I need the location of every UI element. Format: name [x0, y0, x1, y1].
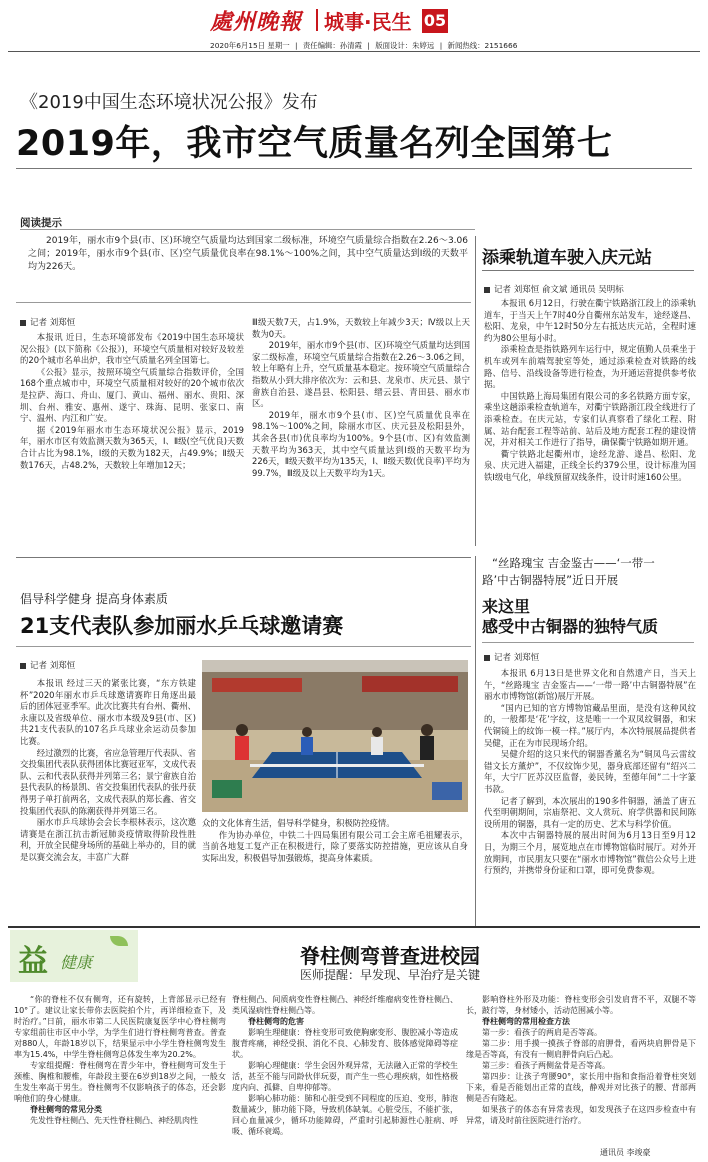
article3-kicker: 倡导科学健身 提高身体素质	[20, 592, 168, 606]
article5-col1	[14, 994, 226, 1126]
article5-paragraph: 影响心肺功能：肺和心脏受到不同程度的压迫、变形，肺泡数量减少，肺功能下降，导致机体缺氧。心脏受压，不能扩张，回心血量减少，循环功能障碍，严重时引起肺源性心脏病、呼吸、循环衰竭。	[232, 1094, 458, 1136]
article5-subhead: 脊柱侧弯的常见分类	[30, 1105, 102, 1114]
article5-col3	[466, 994, 696, 1126]
article1-paragraph: 据《2019年丽水市生态环境状况公报》显示，2019年，丽水市区有效监测天数为365天，Ⅰ、Ⅱ级(空气优良)天数合计占比为98.1%，Ⅰ级的天数为182天，占49.9%；Ⅱ级天数176天，占48.2%，天数较上年增加12天；	[20, 424, 244, 470]
article5-footer: 通讯员 李竣豪	[600, 1148, 651, 1157]
article4-paragraph: 本报讯 6月13日是世界文化和自然遗产日，当天上午，“丝路瑰宝 吉金鉴古——‘一带一路’中古铜器特展”在丽水市博物馆(新馆)展厅开展。	[484, 668, 696, 702]
column-divider-mid	[475, 556, 476, 926]
article5-paragraph: 第一步：看孩子的两肩是否等高。	[482, 1028, 602, 1037]
article2-paragraph: 本报讯 6月12日，行驶在衢宁铁路浙江段上的添乘轨道车，于当天上午7时40分自衢州东站发车，途经遂昌、松阳、龙泉，中午12时50分左右抵达庆元站，全程时速约为80公里每小时。	[484, 298, 696, 343]
article5-paragraph: 第二步：用手摸一摸孩子脊部的肩胛骨，看两块肩胛骨是下缘是否等高，有没有一侧肩胛骨向后凸起。	[466, 1039, 696, 1059]
article2-body	[484, 298, 696, 484]
lead-title: 阅读提示	[20, 217, 62, 229]
article5-paragraph: 第四步：让孩子弯腰90°，家长用中指和食指沿着脊柱突划下来，看是否能划出正常的直线，静观并对比孩子的腰、背部两侧是否有隆起。	[466, 1072, 696, 1103]
article2-rule	[482, 270, 694, 271]
article5-deck: 医师提醒：早发现、早治疗是关键	[299, 968, 480, 982]
article5-paragraph: 影响心理健康：学生会因外观异常，无法融入正常的学校生活，甚至不能与同龄伙伴玩耍，而产生一些心理疾病，如性格极度内向、孤僻、自卑抑郁等。	[232, 1061, 458, 1092]
column-divider-top	[475, 236, 476, 546]
article1-col2	[252, 317, 470, 479]
article4-paragraph: “国内已知的官方博物馆藏品里面，是没有这种风纹的，一般都是‘花’字纹，这是唯一一个双凤纹铜器，和宋代铜镜上的纹饰一模一样。”展厅内，本次特展展品提供者吴健，正在为市民现场介绍。	[484, 702, 696, 748]
article2-byline: 记者 刘郑恒 俞文斌 通讯员 吴明标	[484, 284, 624, 296]
health-logo	[10, 930, 138, 982]
article5-subhead: 脊柱侧弯的常用检查方法	[482, 1017, 570, 1026]
byline-square-icon	[484, 655, 490, 661]
designer-credit: 版面设计：朱婷远	[375, 41, 435, 50]
lead-paragraph: 2019年，丽水市9个县(市、区)环境空气质量均达到国家二级标准，环境空气质量综合指数在2.26～3.06之间；2019年，丽水市9个县(市、区)空气质量优良率在98.1%～100%之间，其中空气质量达到Ⅰ级的天数平均为226天。	[28, 236, 468, 272]
editor-credit: 责任编辑：孙清霞	[302, 41, 362, 50]
article3-paragraph: 众的文化体育生活，倡导科学健身，积极防控疫情。	[202, 818, 395, 828]
article3-paragraph: 本报讯 经过三天的紧张比赛，“东方铁建杯”2020年丽水市乒乓球邀请赛昨日角逐出最后的团体冠亚季军。此次比赛共有台州、衢州、永康以及省级单位、丽水市本级及9县(市、区)共21支代表队的107名乒乓球业余运动员参加比赛。	[20, 678, 196, 746]
article2-paragraph: 衢宁铁路北起衢州市，途经龙游、遂昌、松阳、龙泉、庆元进入福建，正线全长约379公里，设计标准为国铁Ⅰ级电气化，单线预留双线条件，设计时速160公里。	[484, 448, 696, 482]
masthead	[0, 0, 708, 52]
table-tennis-photo-drawing	[202, 660, 468, 812]
article2-paragraph: 中国铁路上海局集团有限公司的多名铁路方面专家，乘坐这趟添乘检查轨道车，对衢宁铁路浙江段全线进行了添乘检查。在庆元站，专家们认真察看了绿化工程、附属、站台配套工程等站前、站后及地方配套工程的建设情况，并对相关工作进行了指导，确保衢宁铁路如期开通。	[484, 390, 696, 448]
article1-paragraph: 2019年，丽水市9个县(市、区)环境空气质量均达到国家二级标准，环境空气质量综合指数在2.26～3.06之间，较上年略有上升，空气质量基本稳定。按环境空气质量综合指数从小到大排序依次为：云和县、龙泉市、庆元县、景宁畲族自治县、遂昌县、松阳县、缙云县、青田县、丽水市区。	[252, 340, 470, 409]
article5-paragraph: 第三步：看孩子两侧盆骨是否等高。	[482, 1061, 610, 1070]
article3-col2	[202, 818, 468, 864]
table-tennis-photo	[202, 660, 468, 812]
article4-paragraph: 吴健介绍的这只来代的铜器香薰名为“铜凤鸟云雷纹错文长方薰炉”，不仅纹饰少见，器身底部还留有“绍兴二年，大宁厂匠苏汉臣监督，姜民铸，至德年间”二十字篆书款。	[484, 749, 696, 794]
article1-paragraph: 本报讯 近日，生态环境部发布《2019中国生态环境状况公报》(以下简称《公报》)，环境空气质量相对较好及较差的20个城市名单出炉，我市空气质量名列全国第七。	[20, 332, 244, 366]
article1-body-rule	[16, 302, 471, 303]
article3-byline: 记者 刘郑恒	[20, 660, 75, 672]
article4-byline: 记者 刘郑恒	[484, 652, 539, 664]
lead-underline	[20, 229, 475, 230]
leaf-icon	[110, 936, 128, 946]
article4-paragraph: 记者了解到，本次展出的190多件铜器，涵盖了唐五代至明朝期间，宗庙祭祀、文人赏玩、府学供器和民间陈设所用的铜器，具有一定的历史、艺术与科学价值。	[484, 795, 696, 829]
article5-paragraph: 专家组提醒：脊柱侧弯在青少年中，脊柱侧弯可发生于颈椎、胸椎和腰椎，年龄段主要在6岁到18岁之间，一般女生发生率高于男生。脊柱侧弯不仅影响孩子的体态，还会影响他们的身心健康。	[14, 1061, 226, 1103]
date-line: 2020年6月15日 星期一	[210, 41, 290, 50]
article4-paragraph: 本次中古铜器特展的展出时间为6月13日至9月12日，为期三个月，展览地点在市博物馆临时展厅。对外开放期间，市民朋友只要在“丽水市博物馆”微信公众号上进行预约，并携带身份证和口罩，即可免费参观。	[484, 830, 696, 876]
article3-rule	[16, 646, 471, 647]
article3-paragraph: 丽水市乒乓球协会会长李根林表示，这次邀请赛是在浙江抗击新冠肺炎疫情取得阶段性胜利，开放全民健身场所的基础上举办的，目的就是以赛交流会友，丰富广大群	[20, 817, 196, 862]
article3-top-rule	[16, 557, 471, 558]
article1-paragraph: 2019年，丽水市9个县(市、区)空气质量优良率在98.1%～100%之间，除丽水市区、庆元县及松阳县外，其余各县(市)优良率均为100%。9个县(市、区)有效监测天数平均为363天，其中空气质量达到Ⅰ级的天数平均为226天，Ⅱ级天数平均为135天，Ⅰ、Ⅱ级天数(优良率)平均为99.7%，Ⅲ级及以上天数平均为1天。	[252, 409, 470, 478]
article2-headline: 添乘轨道车驶入庆元站	[482, 248, 652, 268]
article5-col2	[232, 994, 458, 1137]
article4-headline-1: 来这里	[482, 597, 531, 616]
byline-square-icon	[484, 287, 490, 293]
health-logo-char: 益	[18, 944, 48, 979]
article1-kicker: 《2019中国生态环境状况公报》发布	[20, 92, 318, 113]
section-title: 城事·民生	[324, 10, 412, 34]
article4-rule	[482, 642, 694, 643]
article3-paragraph: 作为协办单位，中铁二十四局集团有限公司工会主席毛祖耀表示，当前各地复工复产正在积极进行，除了要落实防控措施，更应该从自身实际出发，积极倡导加强锻炼，提高身体素质。	[202, 829, 468, 863]
article4-body	[484, 668, 696, 877]
article1-byline: 记者 刘郑恒	[20, 317, 75, 329]
masthead-info: 2020年6月15日 星期一 | 责任编辑：孙清霞 | 版面设计：朱婷远 | 新闻热线：2151666	[210, 41, 518, 50]
article4-kicker-1: “丝路瑰宝 吉金鉴古——‘一带一	[492, 556, 655, 570]
byline-square-icon	[20, 320, 26, 326]
logo-divider	[316, 9, 318, 31]
article3-paragraph: 经过激烈的比赛，省应急管理厅代表队、省交投集团代表队获得团体比赛冠亚军，文成代表队、云和代表队获得并列第三名；景宁畲族自治县代表队的杨景凯、省交投集团代表队的张丹获得男子单打前两名，文成代表队的郑长鑫、省交投集团代表队的陈潮获得并列第三名。	[20, 747, 196, 816]
page-number-badge: 05	[422, 9, 448, 33]
hotline: 新闻热线：2151666	[447, 41, 518, 50]
health-logo-sub: 健康	[60, 953, 93, 972]
article1-col1	[20, 332, 244, 471]
article1-paragraph: 《公报》显示，按照环境空气质量综合指数评价，全国168个重点城市中，环境空气质量相对较好的20个城市依次是拉萨、海口、舟山、厦门、黄山、福州、丽水、贵阳、深圳、台州、雅安、惠州、遂宁、珠海、昆明、张家口、南宁、温州、内江和广安。	[20, 366, 244, 424]
masthead-rule	[8, 51, 700, 52]
article4-headline-2: 感受中古铜器的独特气质	[482, 617, 659, 636]
article2-paragraph: 添乘检查是指铁路列车运行中，规定值勤人员乘坐于机车或列车前端驾驶室等处，通过添乘检查对铁路的线路、信号、沿线设备等进行检查，为开通运营提供参考依据。	[484, 344, 696, 390]
article3-headline: 21支代表队参加丽水乒乓球邀请赛	[20, 614, 344, 638]
article5-paragraph: 脊柱侧凸、间质病变性脊柱侧凸、神经纤维瘤病变性脊柱侧凸、类风湿病性脊柱侧凸等。	[232, 995, 458, 1015]
article5-paragraph: 影响脊柱外形及功能：脊柱变形会引发肩背不平，双腿不等长，跛行等，身材矮小，活动范围减小等。	[466, 995, 696, 1015]
article3-col1	[20, 678, 196, 864]
article5-paragraph: “你的脊柱不仅有侧弯，还有旋转，上背部显示已经有10°了。建议让家长带你去医院拍个片，再详细检查下，及时治疗。”日前，丽水市第二人民医院康复医学中心脊柱侧弯专家组前往市区中小学，为学生们进行脊柱侧弯普查。普查对880人，年龄18岁以下，结果显示中小学生脊柱侧弯发生率为15.4%，中学生脊柱侧弯总体发生率为20.2%。	[14, 995, 226, 1059]
article4-kicker-2: 路’中古铜器特展”近日开展	[482, 573, 619, 587]
paper-logo: 處州晚報	[210, 9, 303, 35]
article5-paragraph: 影响生理健康：脊柱变形可致使胸廓变形、腹腔减小等造成腹背疼痛，神经受损、消化不良、心肺发育、肢体感觉障碍等症状。	[232, 1028, 458, 1059]
byline-square-icon	[20, 663, 26, 669]
article5-headline: 脊柱侧弯普查进校园	[300, 944, 480, 968]
article5-subhead: 脊柱侧弯的危害	[248, 1017, 304, 1026]
article1-headline: 2019年，我市空气质量名列全国第七	[16, 124, 613, 164]
article5-paragraph: 先发性脊柱侧凸、先天性脊柱侧凸、神经肌肉性	[30, 1116, 198, 1125]
article5-top-rule	[8, 926, 700, 928]
article1-rule	[16, 168, 692, 169]
article5-paragraph: 如果孩子的体态有异常表现，如发现孩子在这四步检查中有异常，请及时前往医院进行治疗。	[466, 1105, 696, 1125]
article1-paragraph: Ⅲ级天数7天，占1.9%，天数较上年减少3天；Ⅳ级以上天数为0天。	[252, 317, 470, 339]
